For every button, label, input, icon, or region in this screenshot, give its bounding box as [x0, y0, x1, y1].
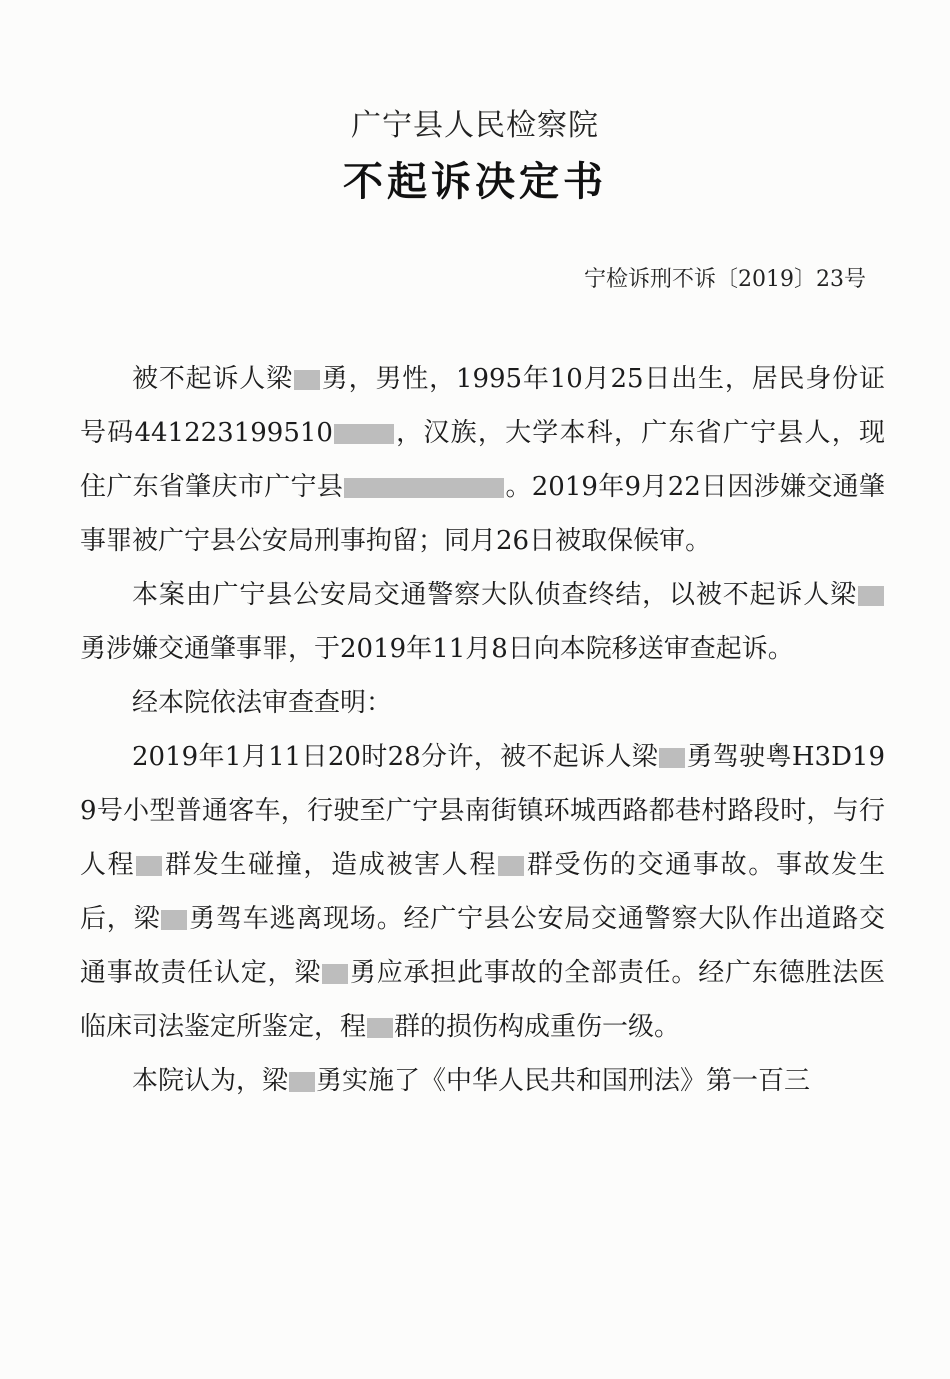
redaction-mark	[858, 586, 884, 606]
text-segment: 2019年1月11日20时28分许，被不起诉人梁	[132, 742, 659, 772]
paragraph-facts	[80, 730, 885, 1054]
text-segment: 勇驾驶粤H3D199号小型普通客车，行驶至广宁县南街镇环城西路都巷村路段时，与行人程	[80, 742, 885, 880]
text-segment: 群的损伤构成重伤一级。	[394, 1012, 681, 1042]
paragraph-conclusion	[80, 1054, 885, 1108]
text-segment: 被不起诉人梁	[132, 364, 293, 394]
text-segment: ，汉族，大学本科，广东省广宁县人，现住广东省肇庆市广宁县	[80, 418, 885, 502]
text-segment: 勇应承担此事故的全部责任。经广东德胜法医临床司法鉴定所鉴定，程	[80, 958, 885, 1042]
text-segment: 勇，男性，1995年10月25日出生，居民身份证号码441223199510	[80, 364, 885, 448]
text-segment: 群发生碰撞，造成被害人程	[163, 850, 498, 880]
text-segment: 本院认为，梁	[132, 1066, 289, 1096]
text-segment: 勇涉嫌交通肇事罪，于2019年11月8日向本院移送审查起诉。	[80, 634, 794, 664]
redaction-mark	[161, 910, 187, 930]
text-segment: 勇实施了《中华人民共和国刑法》第一百三	[316, 1066, 811, 1096]
paragraph-case-transfer	[80, 568, 885, 676]
redaction-mark	[322, 964, 348, 984]
redaction-mark	[136, 856, 162, 876]
redaction-mark	[289, 1072, 315, 1092]
redaction-mark	[334, 424, 394, 444]
paragraph-findings-heading: 经本院依法审查查明：	[132, 688, 393, 718]
text-segment: 本案由广宁县公安局交通警察大队侦查终结，以被不起诉人梁	[132, 580, 857, 610]
document-title: 不起诉决定书	[343, 158, 607, 205]
redaction-mark	[367, 1018, 393, 1038]
organization-name: 广宁县人民检察院	[351, 108, 599, 143]
text-segment: 群受伤的交通事故。事故发生后，梁	[80, 850, 885, 934]
redaction-mark	[659, 748, 685, 768]
redaction-mark	[294, 370, 320, 390]
document-number: 宁检诉刑不诉〔2019〕23号	[584, 267, 866, 292]
text-segment: 。2019年9月22日因涉嫌交通肇事罪被广宁县公安局刑事拘留；同月26日被取保候审。	[80, 472, 885, 556]
text-segment: 勇驾车逃离现场。经广宁县公安局交通警察大队作出道路交通事故责任认定，梁	[80, 904, 885, 988]
redaction-mark	[344, 478, 504, 498]
redaction-mark	[498, 856, 524, 876]
paragraph-defendant-info	[80, 352, 885, 568]
document-body	[80, 352, 885, 1108]
